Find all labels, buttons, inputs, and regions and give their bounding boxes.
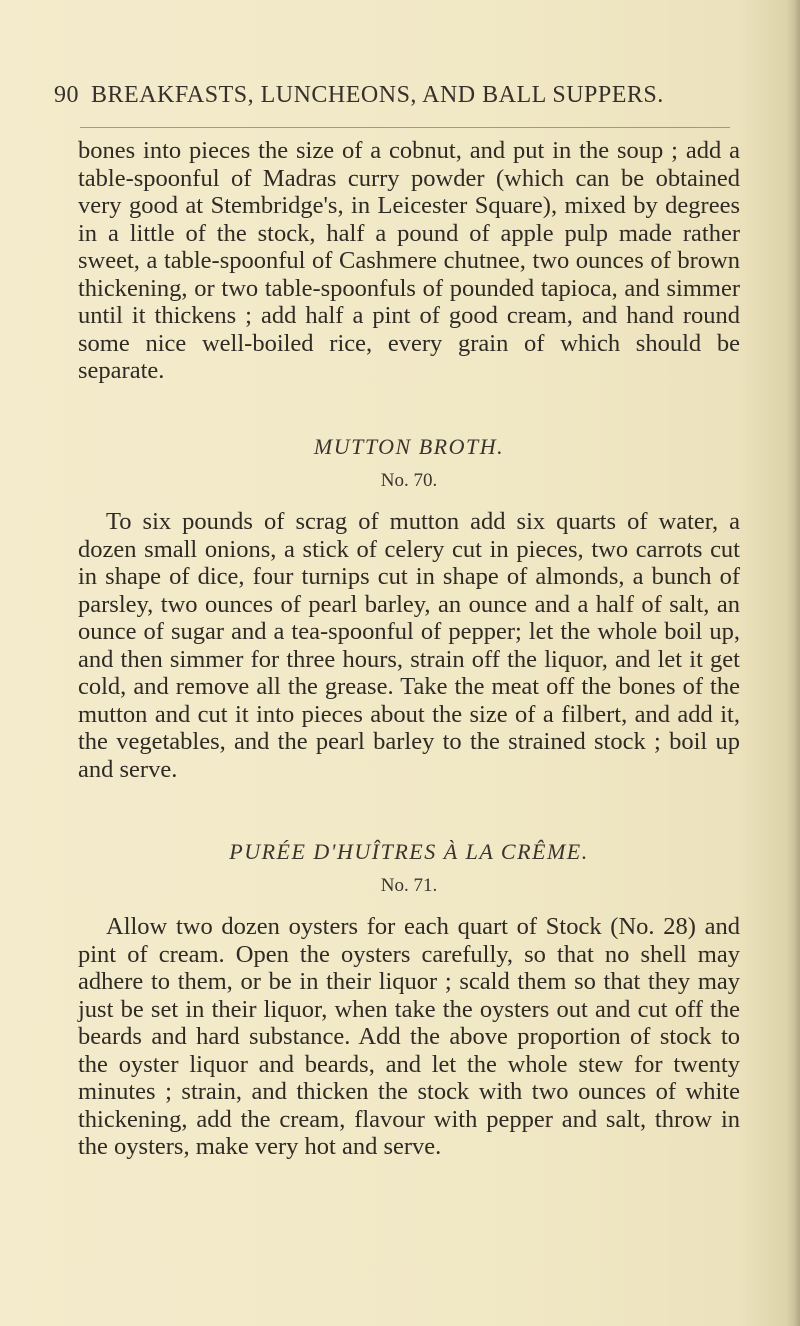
recipe-text-puree-huitres: Allow two dozen oysters for each quart of Stock (No. 28) and pint of cream. Open the oysters carefully, so that no shell may adhere to them, or be in their liquor ; scald them so that they may just be set in their liquor, when take the oysters out and cut off the beards and hard substance. Add the above proportion of stock to the oyster liquor and beards, and let the whole stew for twenty minutes ; strain, and thicken the stock with two ounces of white thickening, add the cream, flavour with pepper and salt, throw in the oysters, make very hot and serve. [78,913,740,1160]
recipe-number-70: No. 70. [380,470,438,491]
recipe-number-71: No. 71. [380,875,438,896]
page-number: 90 [54,82,79,108]
recipe-text-mutton-broth: To six pounds of scrag of mutton add six quarts of water, a dozen small onions, a stick of celery cut in pieces, two carrots cut in shape of dice, four turnips cut in shape of almonds, a bunch of parsley, two ounces of pearl barley, an ounce and a half of salt, an ounce of sugar and a tea-spoonful of pepper; let the whole boil up, and then simmer for three hours, strain off the liquor, and let it get cold, and remove all the grease. Take the meat off the bones of the mutton and cut it into pieces about the size of a filbert, and add it, the vegetables, and the pearl barley to the strained stock ; boil up and serve. [78,508,740,783]
header-rule [80,127,730,128]
recipe-title-mutton-broth: MUTTON BROTH. [313,434,505,459]
running-head [54,82,754,122]
recipe-title-puree-huitres: PURÉE D'HUÎTRES À LA CRÊME. [229,839,589,864]
continued-paragraph: bones into pieces the size of a cobnut, and put in the soup ; add a table-spoonful of Madras curry powder (which can be obtained very good at Stembridge's, in Leicester Square), mixed by degrees in a little of the stock, half a pound of apple pulp made rather sweet, a table-spoonful of Cashmere chutnee, two ounces of brown thickening, or two table-spoonfuls of pounded tapioca, and simmer until it thickens ; add half a pint of good cream, and hand round some nice well-boiled rice, every grain of which should be separate. [78,137,740,384]
page-edge-shadow [786,0,800,1326]
running-head-title: BREAKFASTS, LUNCHEONS, AND BALL SUPPERS. [91,82,664,108]
